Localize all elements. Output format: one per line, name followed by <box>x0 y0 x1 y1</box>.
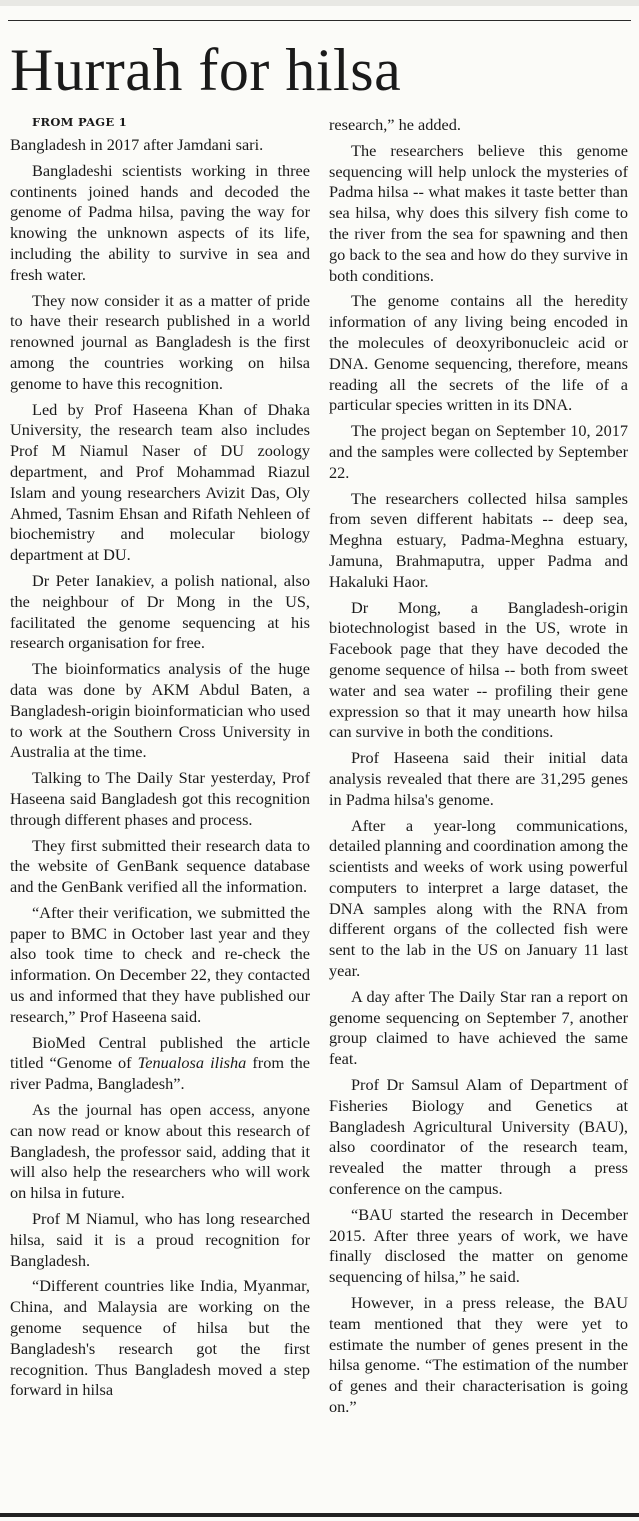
paragraph: Led by Prof Haseena Khan of Dhaka University, the research team also includes Prof M Niamul Naser of DU zoology department, and Prof Mohammad Riazul Islam and young researchers Avizit Das, Oly Ahmed, Tasnim Ehsan and Rifath Nehleen of biochemistry and molecular biology department at DU. <box>10 399 310 565</box>
paragraph: Bangladeshi scientists working in three continents joined hands and decoded the genome of Padma hilsa, paving the way for knowing the unknown aspects of its life, including the ability to survive in sea and fresh water. <box>10 160 310 284</box>
paragraph: The researchers believe this genome sequencing will help unlock the mysteries of Padma hilsa -- what makes it taste better than sea hilsa, why does this silvery fish come to the river from the sea for spawning and then go back to the sea and how do they survive in both conditions. <box>329 140 628 285</box>
bottom-rule <box>0 1513 639 1517</box>
paragraph: research,” he added. <box>329 115 461 134</box>
article-column-left <box>10 115 310 1406</box>
species-name: Tenualosa ilisha <box>137 1053 247 1073</box>
paragraph: Talking to The Daily Star yesterday, Prof Haseena said Bangladesh got this recognition through different phases and process. <box>10 768 310 829</box>
paragraph: “Different countries like India, Myanmar, China, and Malaysia are working on the genome sequence of hilsa but the Bangladesh's research got the first recognition. Thus Bangladesh moved a step forward in hilsa <box>10 1276 310 1400</box>
paragraph: Bangladesh in 2017 after Jamdani sari. <box>10 135 264 154</box>
biomed-paragraph <box>10 1033 310 1095</box>
paragraph: The genome contains all the heredity information of any living being encoded in the molecules of deoxyribonucleic acid or DNA. Genome sequencing, therefore, means reading all the secrets of the life of a particular species written in its DNA. <box>329 291 628 415</box>
paragraph: The bioinformatics analysis of the huge data was done by AKM Abdul Baten, a Bangladesh-origin bioinformatician who used to work at the Southern Cross University in Australia at the time. <box>10 659 310 762</box>
paragraph: Dr Peter Ianakiev, a polish national, also the neighbour of Dr Mong in the US, facilitated the genome sequencing at his research organisation for free. <box>10 570 310 653</box>
article-column-right <box>329 115 628 1423</box>
paragraph: A day after The Daily Star ran a report on genome sequencing on September 7, another group claimed to have achieved the same feat. <box>329 986 628 1069</box>
text: from the river Padma, Bangladesh”. <box>10 1053 310 1094</box>
paragraph: Prof M Niamul, who has long researched hilsa, said it is a proud recognition for Bangladesh. <box>10 1209 310 1270</box>
top-strip <box>0 0 639 6</box>
paragraph: They first submitted their research data to the website of GenBank sequence database and the GenBank verified all the information. <box>10 835 310 897</box>
paragraph: They now consider it as a matter of pride to have their research published in a world renowned journal as Bangladesh is the first among the countries working on hilsa genome to have this recognition. <box>10 290 310 393</box>
paragraph: However, in a press release, the BAU team mentioned that they were yet to estimate the number of genes present in the hilsa genome. “The estimation of the number of genes and their characterisation is going on.” <box>329 1293 628 1417</box>
paragraph: “BAU started the research in December 2015. After three years of work, we have finally disclosed the matter on genome sequencing of hilsa,” he said. <box>329 1204 628 1287</box>
kicker: FROM PAGE 1 <box>32 115 128 129</box>
paragraph: “After their verification, we submitted the paper to BMC in October last year and they also took time to check and re-check the information. On December 22, they contacted us and informed that they have published our research,” Prof Haseena said. <box>10 902 310 1026</box>
paragraph: The researchers collected hilsa samples from seven different habitats -- deep sea, Meghna estuary, Padma-Meghna estuary, Jamuna, Brahmaputra, upper Padma and Hakaluki Haor. <box>329 488 628 591</box>
headline: Hurrah for hilsa <box>10 37 402 103</box>
paragraph: Prof Dr Samsul Alam of Department of Fisheries Biology and Genetics at Bangladesh Agricultural University (BAU), also coordinator of the research team, revealed the matter through a press conference on the campus. <box>329 1075 628 1199</box>
paragraph: The project began on September 10, 2017 and the samples were collected by September 22. <box>329 421 628 482</box>
paragraph: After a year-long communications, detailed planning and coordination among the scientists and weeks of work using powerful computers to interpret a large dataset, the DNA samples along with the RNA from different organs of the collected fish were sent to the lab in the US on January 11 last year. <box>329 815 628 981</box>
text: BioMed Central published the article titled “Genome of <box>10 1032 310 1073</box>
paragraph: As the journal has open access, anyone can now read or know about this research of Bangladesh, the professor said, adding that it will also help the researchers who will work on hilsa in future. <box>10 1100 310 1203</box>
paragraph: Dr Mong, a Bangladesh-origin biotechnologist based in the US, wrote in Facebook page that they have decoded the genome sequence of hilsa -- both from sweet water and sea water -- profiling their gene expression so that it may unearth how hilsa can survive in both the conditions. <box>329 597 628 742</box>
paragraph: Prof Haseena said their initial data analysis revealed that there are 31,295 genes in Padma hilsa's genome. <box>329 748 628 809</box>
top-rule <box>8 20 631 21</box>
